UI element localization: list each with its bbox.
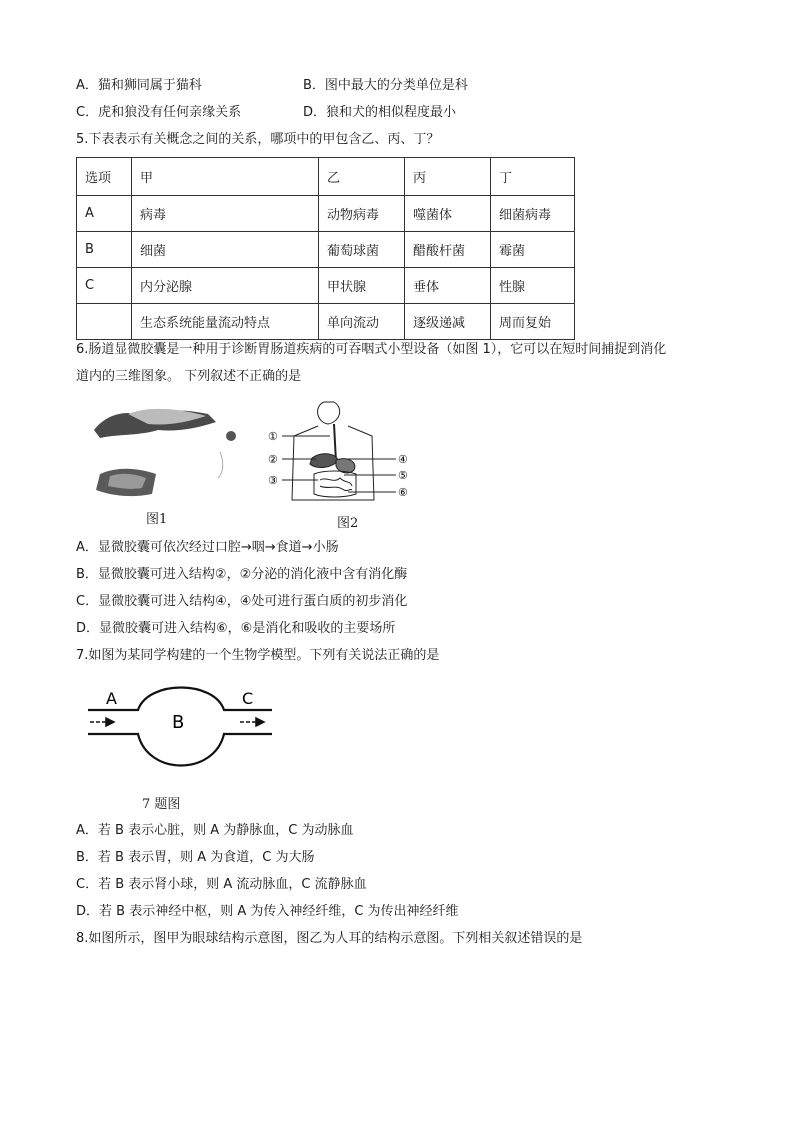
small-intestine [320,478,352,491]
q7-option-d: D．若 B 表示神经中枢，则 A 为传入神经纤维，C 为传出神经纤维 [76,904,459,919]
label-b: B [172,712,185,733]
header-cell: 丁 [491,158,575,196]
label-3: ③ [268,474,278,487]
table-row [77,268,575,304]
table-cell: 性腺 [491,268,575,304]
q6-option-a: A．显微胶囊可依次经过口腔→咽→食道→小肠 [76,540,339,555]
table-row [77,232,575,268]
q6-option-b: B．显微胶囊可进入结构②，②分泌的消化液中含有消化酶 [76,567,408,582]
table-cell: 葡萄球菌 [319,232,405,268]
table-cell [77,304,132,340]
table-row [77,304,575,340]
capsule-icon [226,431,236,441]
table-cell: B [77,232,132,268]
q6-option-c: C．显微胶囊可进入结构④，④处可进行蛋白质的初步消化 [76,594,408,609]
table-cell: 噬菌体 [405,196,491,232]
capsule-trace [218,452,223,478]
label-5: ⑤ [398,469,408,482]
q7-figure [84,676,276,784]
q6-stem-line1: 6.肠道显微胶囊是一种用于诊断胃肠道疾病的可吞咽式小型设备（如图 1），它可以在短时间捕捉到消化 [76,342,667,357]
q6-option-d: D．显微胶囊可进入结构⑥，⑥是消化和吸收的主要场所 [76,621,396,636]
table-cell: 内分泌腺 [132,268,319,304]
table-cell: 甲状腺 [319,268,405,304]
q8-stem: 8.如图所示，图甲为眼球结构示意图，图乙为人耳的结构示意图。下列相关叙述错误的是 [76,931,583,946]
q6-figure2-caption: 图2 [337,516,359,531]
q4-option-b: B．图中最大的分类单位是科 [303,78,468,93]
table-cell: 霉菌 [491,232,575,268]
q7-option-c: C．若 B 表示肾小球，则 A 流动脉血，C 流静脉血 [76,877,367,892]
label-4: ④ [398,453,408,466]
q7-option-a: A．若 B 表示心脏，则 A 为静脉血，C 为动脉血 [76,823,354,838]
table-cell: 逐级递减 [405,304,491,340]
table-row [77,196,575,232]
table-cell: 动物病毒 [319,196,405,232]
header-cell: 甲 [132,158,319,196]
label-c: C [242,689,254,708]
table-cell: 细菌 [132,232,319,268]
label-a: A [106,689,117,708]
q4-option-c: C．虎和狼没有任何亲缘关系 [76,105,242,120]
header-cell: 丙 [405,158,491,196]
table-cell: 细菌病毒 [491,196,575,232]
arrow-in-head [106,718,114,726]
q6-figure1-caption: 图1 [146,512,168,527]
label-1: ① [268,430,278,443]
table-header-row [77,158,575,196]
q6-figure1 [88,402,248,522]
table-cell: 醋酸杆菌 [405,232,491,268]
q7-figure-caption: 7 题图 [142,797,181,812]
table-cell: 单向流动 [319,304,405,340]
q5-table [76,157,575,340]
head-outline [318,402,340,424]
arrow-out-head [256,718,264,726]
table-cell: 周而复始 [491,304,575,340]
label-2: ② [268,453,278,466]
q7-option-b: B．若 B 表示胃，则 A 为食道，C 为大肠 [76,850,315,865]
table-cell: 病毒 [132,196,319,232]
header-cell: 选项 [77,158,132,196]
liver [310,454,338,468]
q5-stem: 5.下表表示有关概念之间的关系，哪项中的甲包含乙、丙、丁？ [76,132,440,147]
vessel-bottom [88,734,272,766]
q4-option-a: A．猫和狮同属于猫科 [76,78,202,93]
q6-figure2 [264,400,414,515]
q6-stem-line2: 道内的三维图象。 下列叙述不正确的是 [76,369,302,384]
table-cell: C [77,268,132,304]
header-cell: 乙 [319,158,405,196]
table-cell: 垂体 [405,268,491,304]
q7-stem: 7.如图为某同学构建的一个生物学模型。下列有关说法正确的是 [76,648,440,663]
table-cell: A [77,196,132,232]
table-cell: 生态系统能量流动特点 [132,304,319,340]
label-6: ⑥ [398,486,408,499]
q4-option-d: D．狼和犬的相似程度最小 [303,105,457,120]
